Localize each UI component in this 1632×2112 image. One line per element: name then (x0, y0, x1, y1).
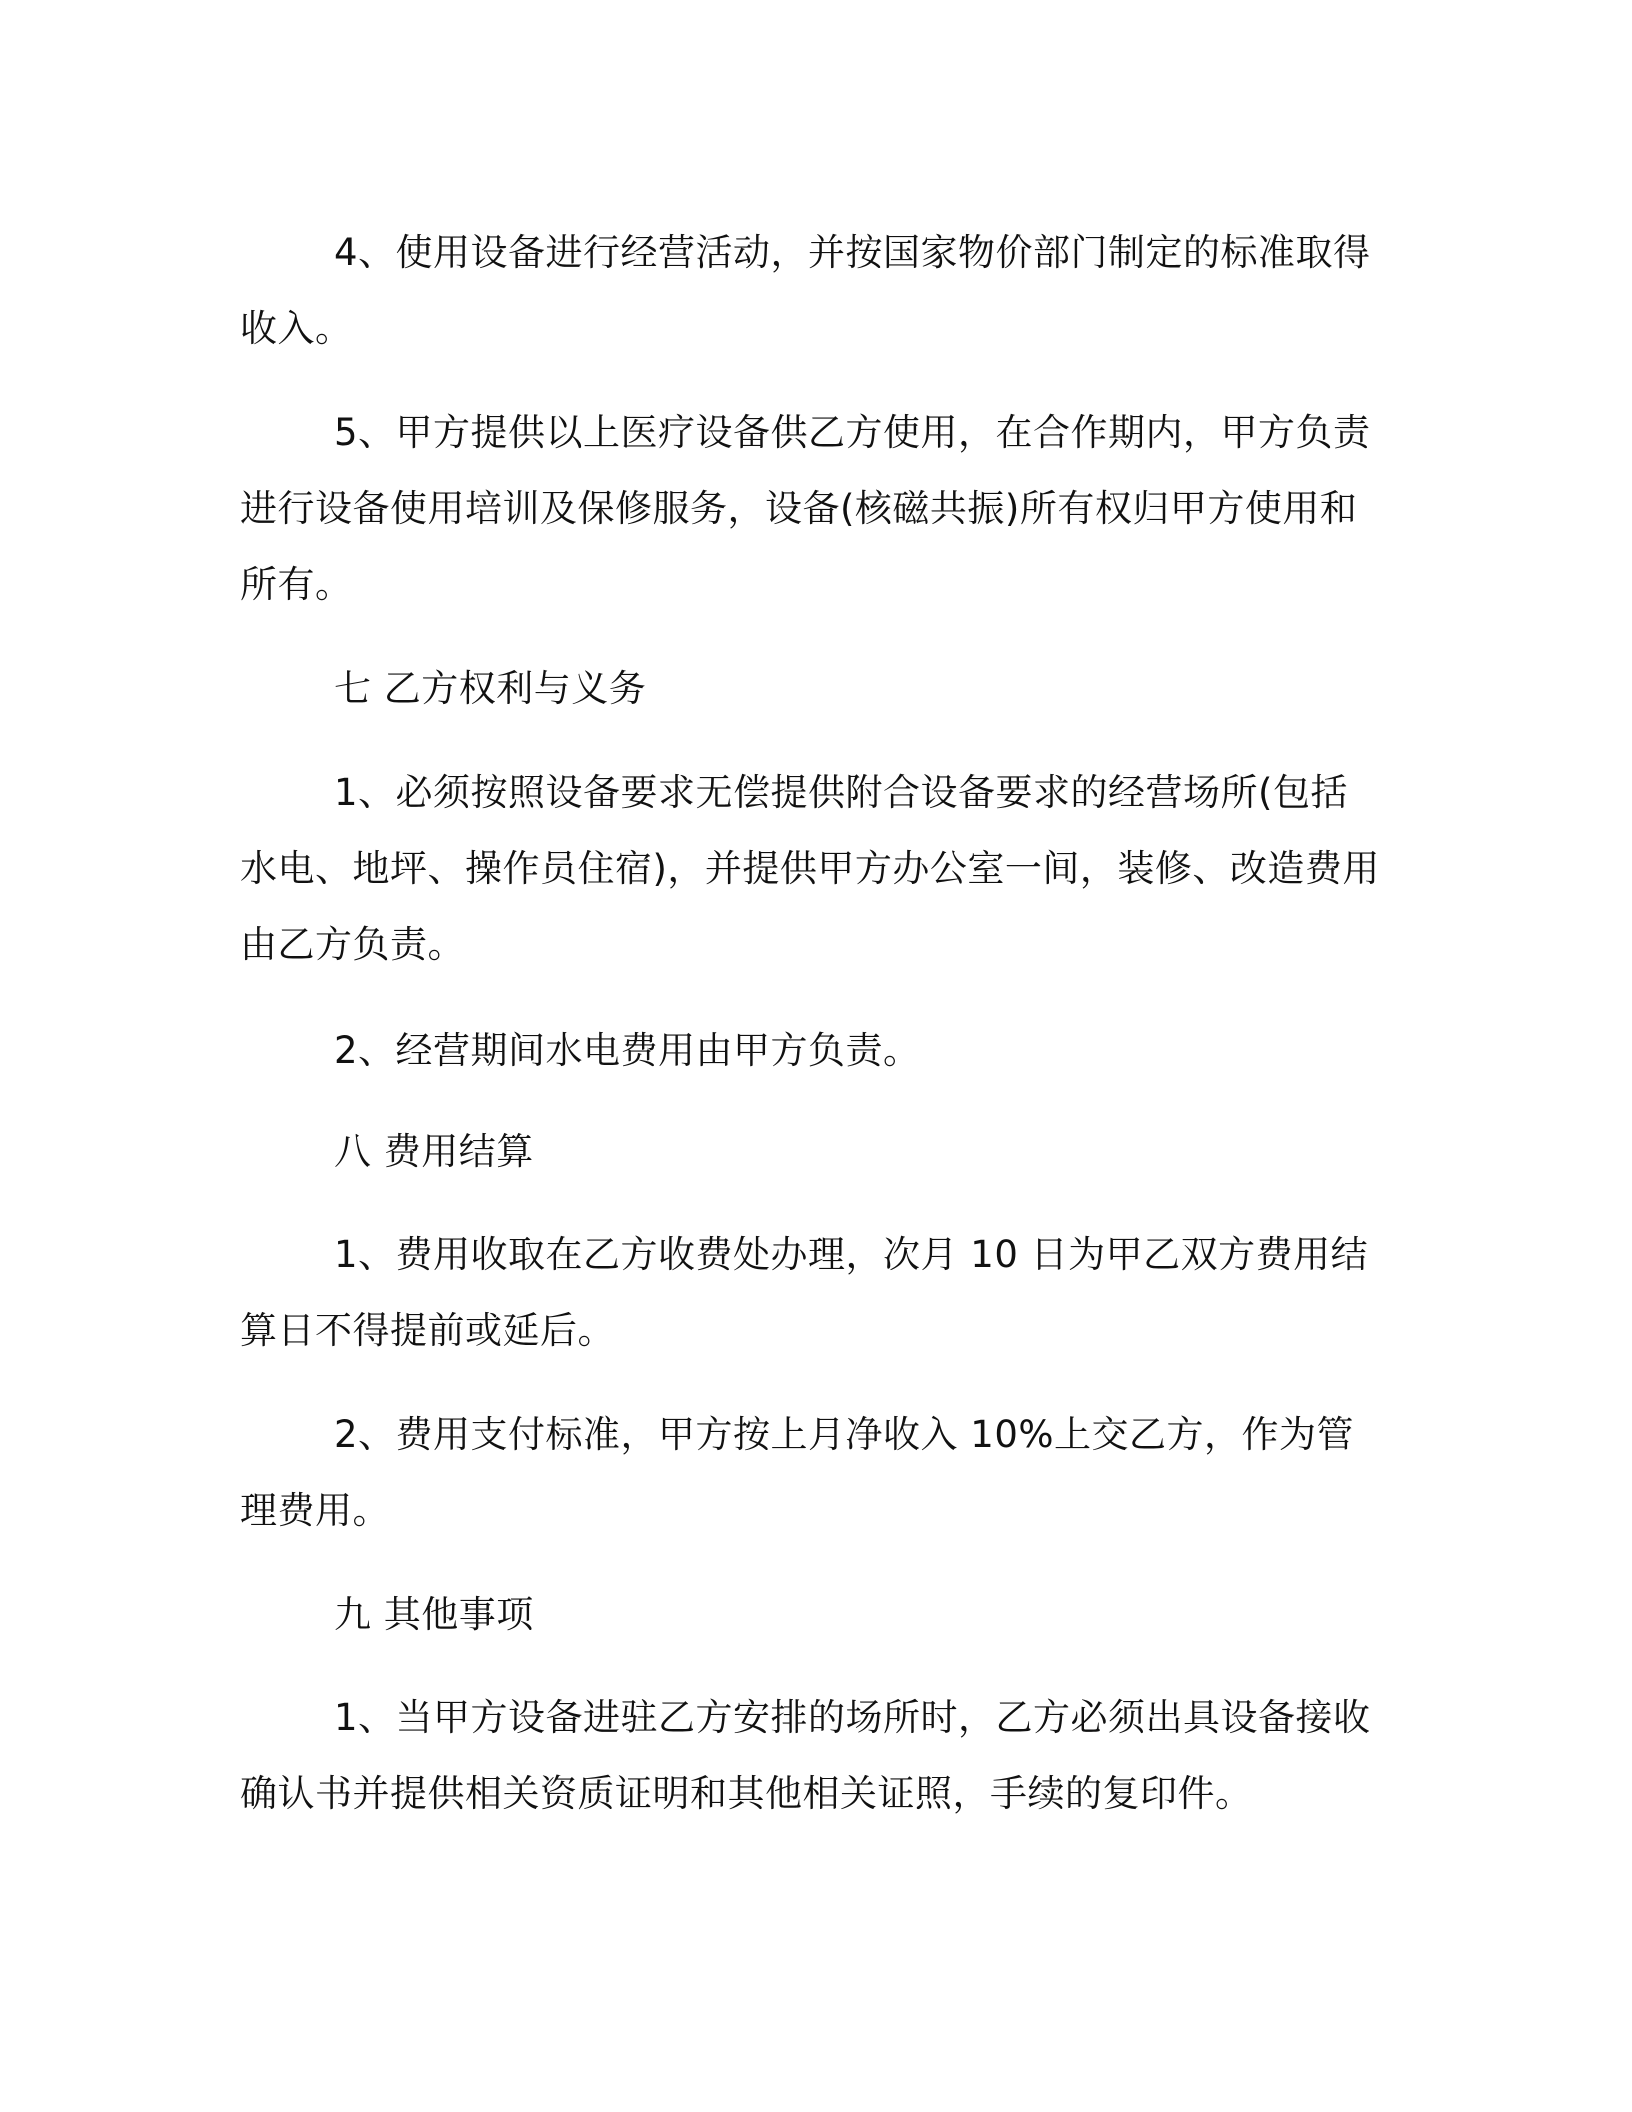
paragraph-section9-item-1: 1、当甲方设备进驻乙方安排的场所时，乙方必须出具设备接收确认书并提供相关资质证明和其他相关证照，手续的复印件。 (240, 1696, 1371, 1815)
paragraph-section7-item-2: 2、经营期间水电费用由甲方负责。 (334, 1029, 921, 1072)
section-heading-7: 七 乙方权利与义务 (334, 667, 647, 710)
paragraph-item-4: 4、使用设备进行经营活动，并按国家物价部门制定的标准取得收入。 (240, 231, 1371, 350)
section-heading-8: 八 费用结算 (334, 1130, 534, 1173)
paragraph-section7-item-1: 1、必须按照设备要求无偿提供附合设备要求的经营场所(包括水电、地坪、操作员住宿)，并提供甲方办公室一间，装修、改造费用由乙方负责。 (240, 771, 1380, 966)
paragraph-section8-item-2: 2、费用支付标准，甲方按上月净收入 10%上交乙方，作为管理费用。 (240, 1413, 1355, 1532)
section-heading-9: 九 其他事项 (334, 1593, 534, 1636)
paragraph-item-5: 5、甲方提供以上医疗设备供乙方使用，在合作期内，甲方负责进行设备使用培训及保修服务，设备(核磁共振)所有权归甲方使用和所有。 (240, 411, 1371, 606)
paragraph-section8-item-1: 1、费用收取在乙方收费处办理，次月 10 日为甲乙双方费用结算日不得提前或延后。 (240, 1233, 1369, 1352)
